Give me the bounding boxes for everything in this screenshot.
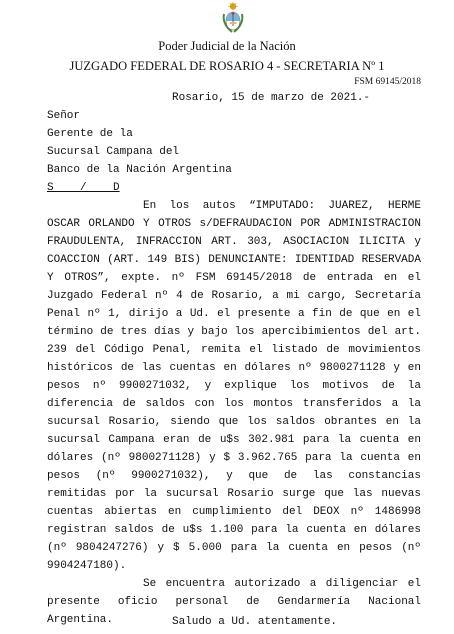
sd-abbreviation: S / D — [47, 182, 120, 194]
recipient-line: Banco de la Nación Argentina — [47, 164, 232, 176]
coat-of-arms-icon — [221, 2, 245, 34]
file-reference: FSM 69145/2018 — [354, 77, 421, 87]
recipient-block — [47, 107, 427, 197]
court-header: JUZGADO FEDERAL DE ROSARIO 4 - SECRETARIA Nº 1 — [69, 59, 385, 73]
institution-header: Poder Judicial de la Nación — [158, 39, 296, 53]
closing-line: Saludo a Ud. atentamente. — [172, 616, 338, 628]
body-paragraph: En los autos “IMPUTADO: JUAREZ, HERME OSCAR ORLANDO Y OTROS s/DEFRAUDACION POR ADMINISTRACION FRAUDULENTA, INFRACCION ART. 303, ASOCIACION ILICITA y COACCION (ART. 149 BIS) DENUNCIANTE: IDENTIDAD RESERVADA Y OTROS”, expte. nº FSM 69145/2018 de entrada en el Juzgado Federal nº 4 de Rosario, a mi cargo, Secretaría Penal nº 1, dirijo a Ud. el presente a fin de que en el término de tres días y bajo los apercibimientos del art. 239 del Código Penal, remita el listado de movimientos históricos de las cuentas en dólares nº 9800271128 y en pesos nº 9900271032, y explique los motivos de la diferencia de saldos con los montos transferidos a la sucursal Rosario, siendo que los saldos obrantes en la sucursal Campana eran de u$s 302.981 para la cuenta en dólares (nº 9800271128) y $ 3.962.765 para la cuenta en pesos (nº 9900271032), y que de las constancias remitidas por la sucursal Rosario surge que las nuevas cuentas abiertas en cumplimiento del DEOX nº 1486998 registran saldos de u$s 1.100 para la cuenta en dólares (nº 9804247276) y $ 5.000 para la cuenta en pesos (nº 9904247180). — [47, 200, 421, 572]
recipient-line: Señor — [47, 110, 81, 122]
date-line: Rosario, 15 de marzo de 2021.- — [172, 92, 371, 104]
recipient-line: Gerente de la — [47, 128, 133, 140]
letter-body — [47, 197, 421, 629]
recipient-line: Sucursal Campana del — [47, 146, 180, 158]
body-paragraph: Se encuentra autorizado a diligenciar el presente oficio personal de Gendarmería Nacional Argentina. — [47, 578, 421, 626]
